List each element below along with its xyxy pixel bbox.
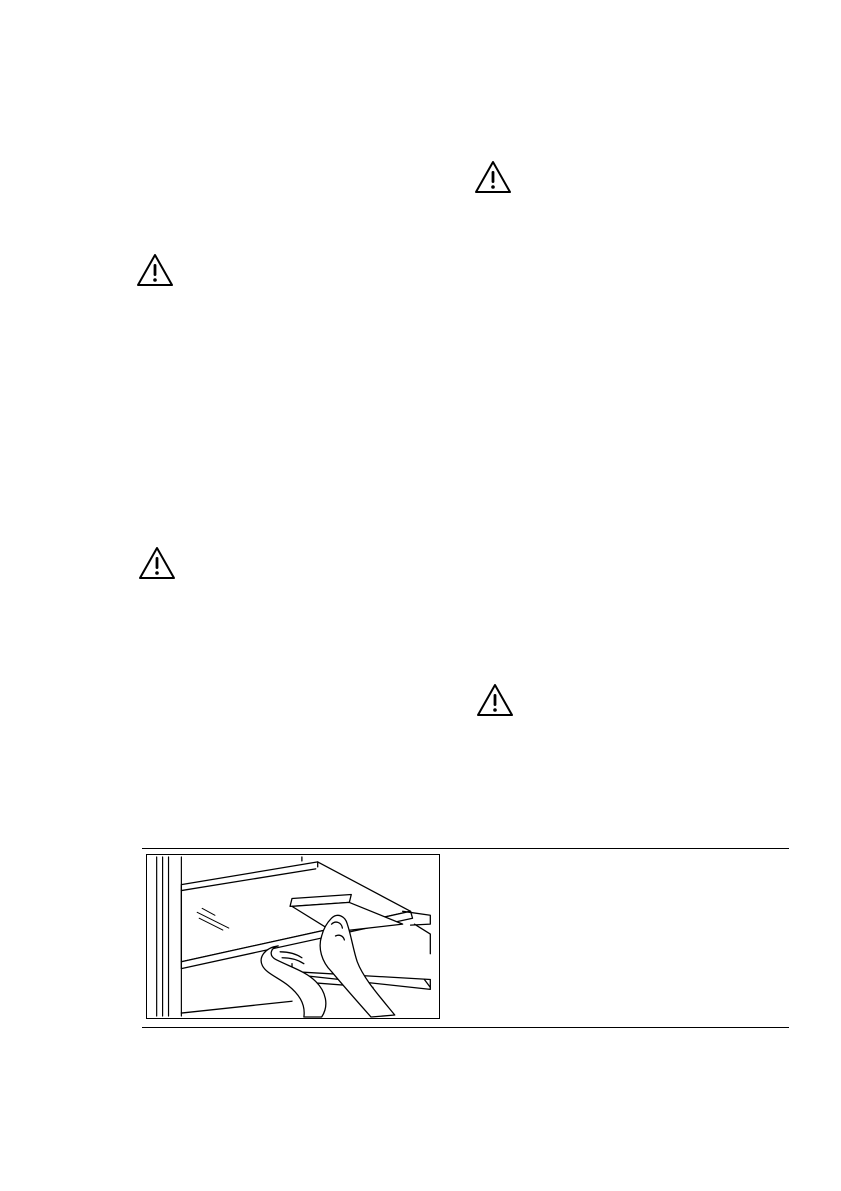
warning-icon [138, 546, 176, 580]
cabinet-wall [157, 857, 182, 1016]
section-divider-bottom [142, 1027, 789, 1028]
warning-icon [476, 683, 514, 717]
shelf-illustration [146, 854, 440, 1019]
section-divider-top [142, 848, 789, 849]
hand-left [261, 946, 326, 1017]
warning-icon [136, 253, 174, 287]
warning-icon [474, 160, 512, 194]
